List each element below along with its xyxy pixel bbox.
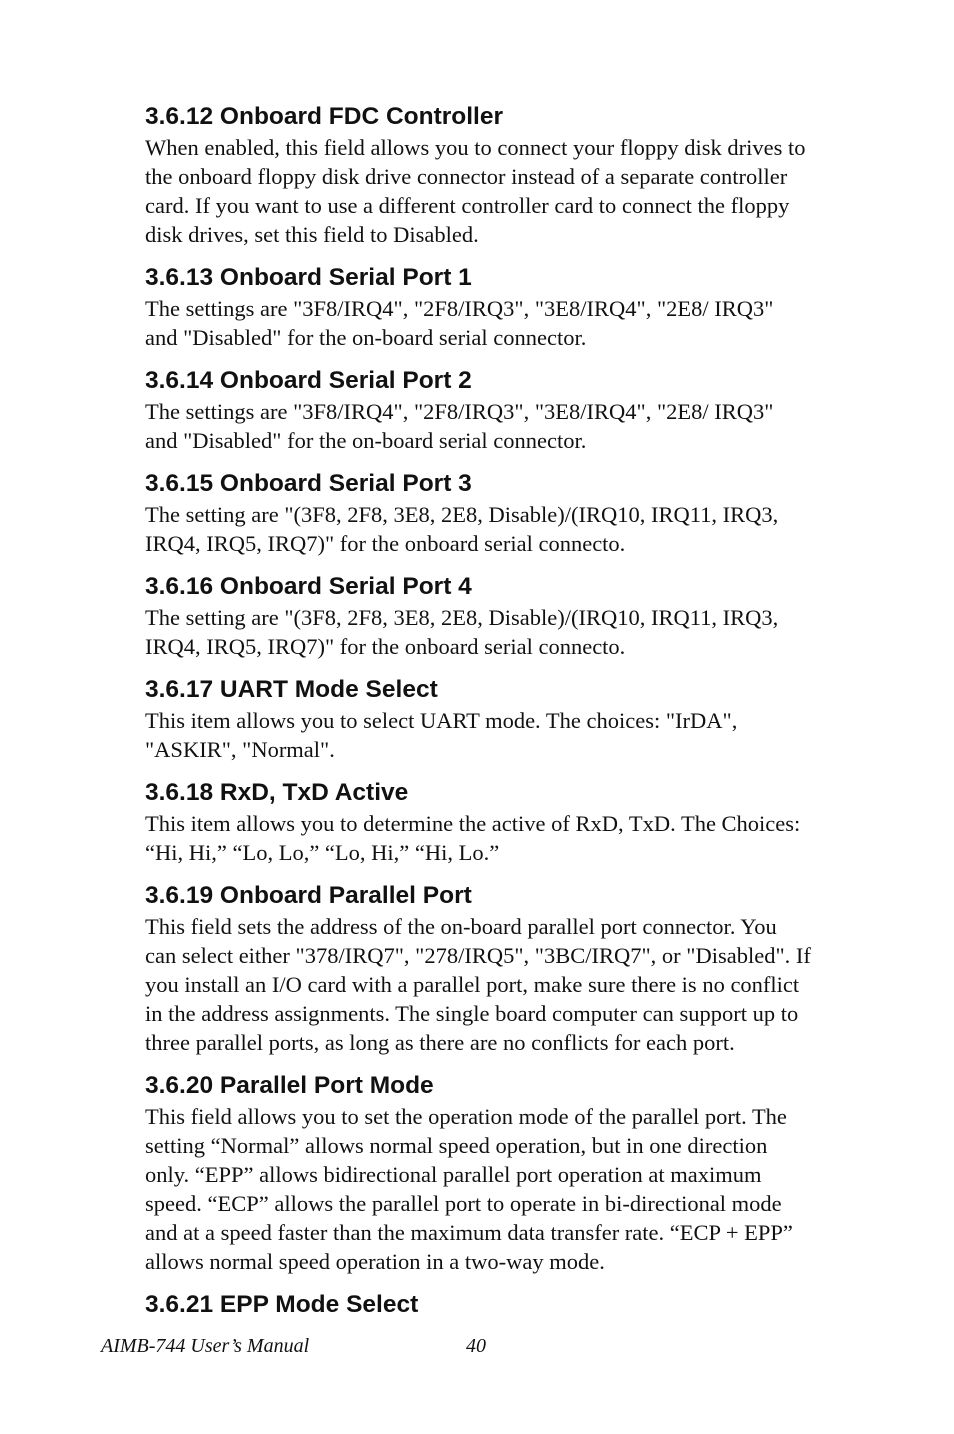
text-line: This field sets the address of the on-board parallel port connector. You [145, 914, 777, 939]
text-line: card. If you want to use a different controller card to connect the floppy [145, 193, 790, 218]
section-body [145, 912, 857, 1057]
text-line: in the address assignments. The single board computer can support up to [145, 1001, 799, 1026]
text-line: disk drives, set this field to Disabled. [145, 222, 479, 247]
text-line: The settings are "3F8/IRQ4", "2F8/IRQ3", "3E8/IRQ4", "2E8/ IRQ3" [145, 399, 774, 424]
section-parallel-port-mode [145, 1069, 857, 1276]
text-line: IRQ4, IRQ5, IRQ7)" for the onboard serial connecto. [145, 634, 626, 659]
section-epp-mode-select [145, 1288, 857, 1321]
text-line: the onboard floppy disk drive connector instead of a separate controller [145, 164, 788, 189]
section-serial-port-4 [145, 570, 857, 661]
section-heading: 3.6.18 RxD, TxD Active [145, 779, 409, 806]
text-line: you install an I/O card with a parallel port, make sure there is no conflict [145, 972, 800, 997]
section-serial-port-3 [145, 467, 857, 558]
section-body [145, 397, 857, 455]
section-rxd-txd-active [145, 776, 857, 867]
section-serial-port-2 [145, 364, 857, 455]
section-heading: 3.6.21 EPP Mode Select [145, 1291, 419, 1318]
section-parallel-port [145, 879, 857, 1057]
section-body [145, 706, 857, 764]
text-line: and "Disabled" for the on-board serial connector. [145, 428, 587, 453]
text-line: speed. “ECP” allows the parallel port to operate in bi-directional mode [145, 1191, 782, 1216]
text-line: This field allows you to set the operation mode of the parallel port. The [145, 1104, 787, 1129]
section-serial-port-1 [145, 261, 857, 352]
section-heading: 3.6.13 Onboard Serial Port 1 [145, 264, 472, 291]
text-line: three parallel ports, as long as there are no conflicts for each port. [145, 1030, 735, 1055]
section-heading: 3.6.17 UART Mode Select [145, 676, 438, 703]
section-heading: 3.6.12 Onboard FDC Controller [145, 103, 504, 130]
text-line: When enabled, this field allows you to connect your floppy disk drives to [145, 135, 806, 160]
text-line: The settings are "3F8/IRQ4", "2F8/IRQ3", "3E8/IRQ4", "2E8/ IRQ3" [145, 296, 774, 321]
footer-manual-title: AIMB-744 User’s Manual [101, 1335, 310, 1357]
section-heading: 3.6.14 Onboard Serial Port 2 [145, 367, 472, 394]
section-uart-mode-select [145, 673, 857, 764]
text-line: This item allows you to select UART mode. The choices: "IrDA", [145, 708, 738, 733]
text-line: The setting are "(3F8, 2F8, 3E8, 2E8, Disable)/(IRQ10, IRQ11, IRQ3, [145, 502, 779, 527]
text-line: only. “EPP” allows bidirectional parallel port operation at maximum [145, 1162, 762, 1187]
section-body [145, 809, 857, 867]
section-body [145, 500, 857, 558]
section-body [145, 603, 857, 661]
text-line: This item allows you to determine the active of RxD, TxD. The Choices: [145, 811, 801, 836]
section-heading: 3.6.20 Parallel Port Mode [145, 1072, 434, 1099]
text-line: "ASKIR", "Normal". [145, 737, 335, 762]
section-heading: 3.6.19 Onboard Parallel Port [145, 882, 472, 909]
text-line: and at a speed faster than the maximum data transfer rate. “ECP + EPP” [145, 1220, 793, 1245]
text-line: allows normal speed operation in a two-way mode. [145, 1249, 605, 1274]
page-content [145, 100, 857, 1333]
section-fdc-controller [145, 100, 857, 249]
footer-page-number: 40 [466, 1335, 486, 1357]
section-body [145, 133, 857, 249]
text-line: can select either "378/IRQ7", "278/IRQ5", "3BC/IRQ7", or "Disabled". If [145, 943, 811, 968]
section-body [145, 1102, 857, 1276]
section-heading: 3.6.15 Onboard Serial Port 3 [145, 470, 472, 497]
section-heading: 3.6.16 Onboard Serial Port 4 [145, 573, 472, 600]
text-line: setting “Normal” allows normal speed operation, but in one direction [145, 1133, 768, 1158]
text-line: IRQ4, IRQ5, IRQ7)" for the onboard serial connecto. [145, 531, 626, 556]
section-body [145, 294, 857, 352]
text-line: and "Disabled" for the on-board serial connector. [145, 325, 587, 350]
text-line: The setting are "(3F8, 2F8, 3E8, 2E8, Disable)/(IRQ10, IRQ11, IRQ3, [145, 605, 779, 630]
text-line: “Hi, Hi,” “Lo, Lo,” “Lo, Hi,” “Hi, Lo.” [145, 840, 500, 865]
